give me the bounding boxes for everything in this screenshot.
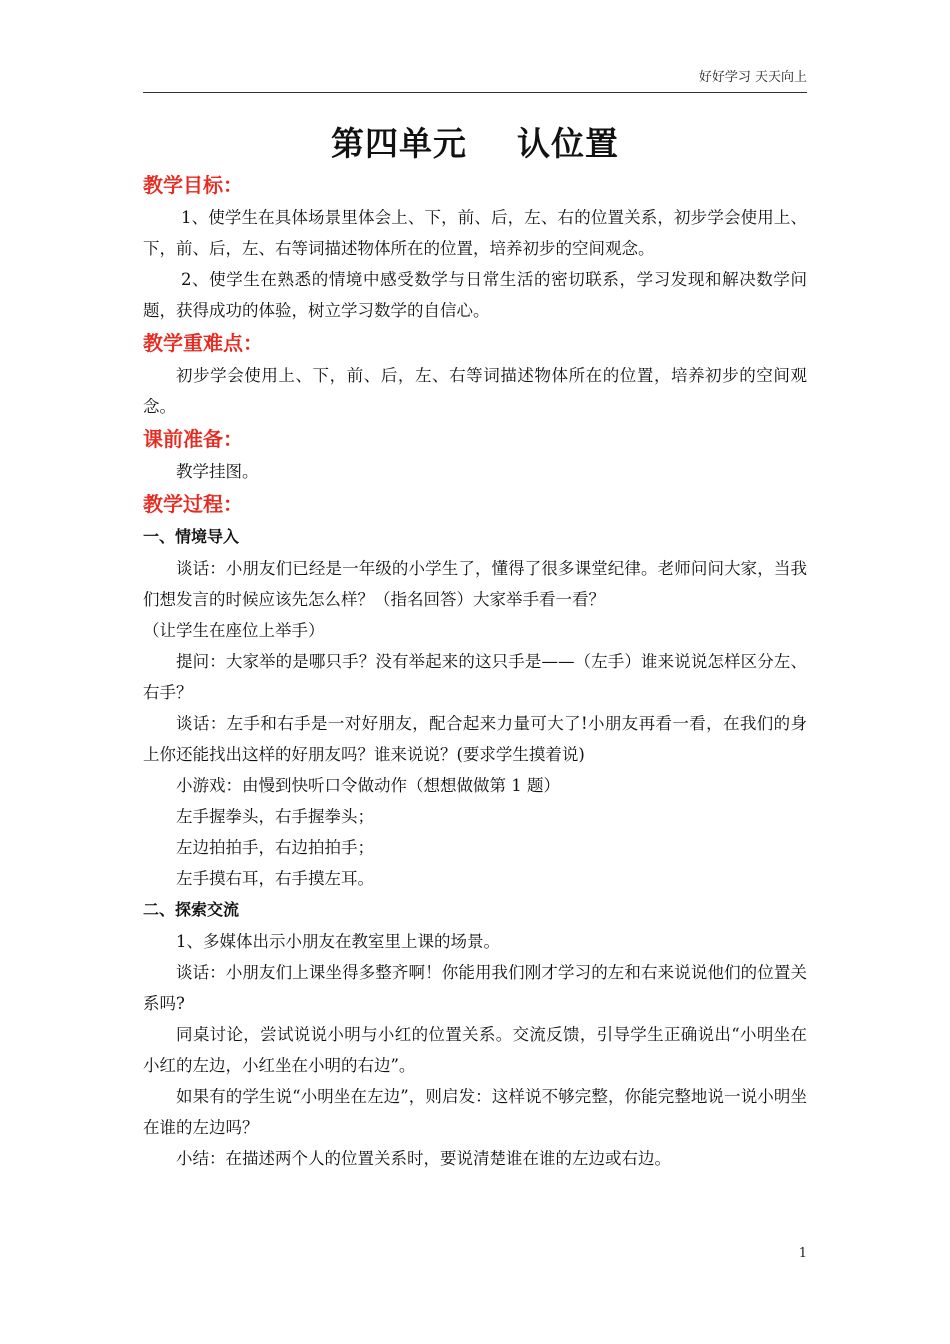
part2-heading: 二、探索交流: [143, 900, 240, 919]
part1-paragraph: 左边拍拍手，右边拍拍手；: [176, 838, 374, 857]
part2-paragraph: 小结：在描述两个人的位置关系时，要说清楚谁在谁的左边或右边。: [176, 1149, 671, 1168]
header-motto: 好好学习 天天向上: [698, 70, 807, 85]
part2-paragraph: 1、多媒体出示小朋友在教室里上课的场景。: [176, 932, 500, 951]
part1-paragraph: 左手握拳头，右手握拳头；: [176, 807, 374, 826]
preparation-text: 教学挂图。: [176, 462, 259, 481]
part1-paragraph: 提问：大家举的是哪只手？没有举起来的这只手是——（左手）谁来说说怎样区分左、右手？: [143, 652, 807, 702]
part2-paragraph: 同桌讨论，尝试说说小明与小红的位置关系。交流反馈，引导学生正确说出“小明坐在小红的左边，小红坐在小明的右边”。: [143, 1025, 807, 1075]
preparation-heading: 课前准备：: [143, 427, 243, 451]
part1-paragraph: 小游戏：由慢到快听口令做动作（想想做做第 1 题）: [176, 776, 560, 795]
part2-paragraph: 如果有的学生说“小明坐在左边”，则启发：这样说不够完整，你能完整地说一说小明坐在谁的左边吗？: [143, 1087, 807, 1137]
part1-heading: 一、情境导入: [143, 527, 240, 546]
process-heading: 教学过程：: [143, 492, 243, 516]
goals-heading: 教学目标：: [143, 173, 243, 197]
page-title: 第四单元 认位置: [331, 124, 619, 163]
part1-paragraph: 谈话：左手和右手是一对好朋友，配合起来力量可大了!小朋友再看一看，在我们的身上你还能找出这样的好朋友吗？谁来说说？(要求学生摸着说): [143, 714, 807, 764]
key-points-text: 初步学会使用上、下，前、后，左、右等词描述物体所在的位置，培养初步的空间观念。: [143, 366, 807, 416]
page-number: 1: [798, 1246, 807, 1261]
header-divider: [143, 92, 807, 93]
part1-paragraph: 左手摸右耳，右手摸左耳。: [176, 869, 374, 888]
goal-item: 1、使学生在具体场景里体会上、下，前、后，左、右的位置关系，初步学会使用上、下，前、后，左、右等词描述物体所在的位置，培养初步的空间观念。: [143, 208, 807, 258]
key-points-heading: 教学重难点：: [143, 331, 263, 355]
part1-paragraph: 谈话：小朋友们已经是一年级的小学生了，懂得了很多课堂纪律。老师问问大家，当我们想发言的时候应该先怎么样？（指名回答）大家举手看一看？: [143, 559, 807, 609]
document-body: [143, 168, 807, 1174]
part2-paragraph: 谈话：小朋友们上课坐得多整齐啊！你能用我们刚才学习的左和右来说说他们的位置关系吗?: [143, 963, 807, 1013]
part1-paragraph: （让学生在座位上举手）: [143, 621, 325, 640]
goal-item: 2、使学生在熟悉的情境中感受数学与日常生活的密切联系，学习发现和解决数学问题，获得成功的体验，树立学习数学的自信心。: [143, 270, 807, 320]
